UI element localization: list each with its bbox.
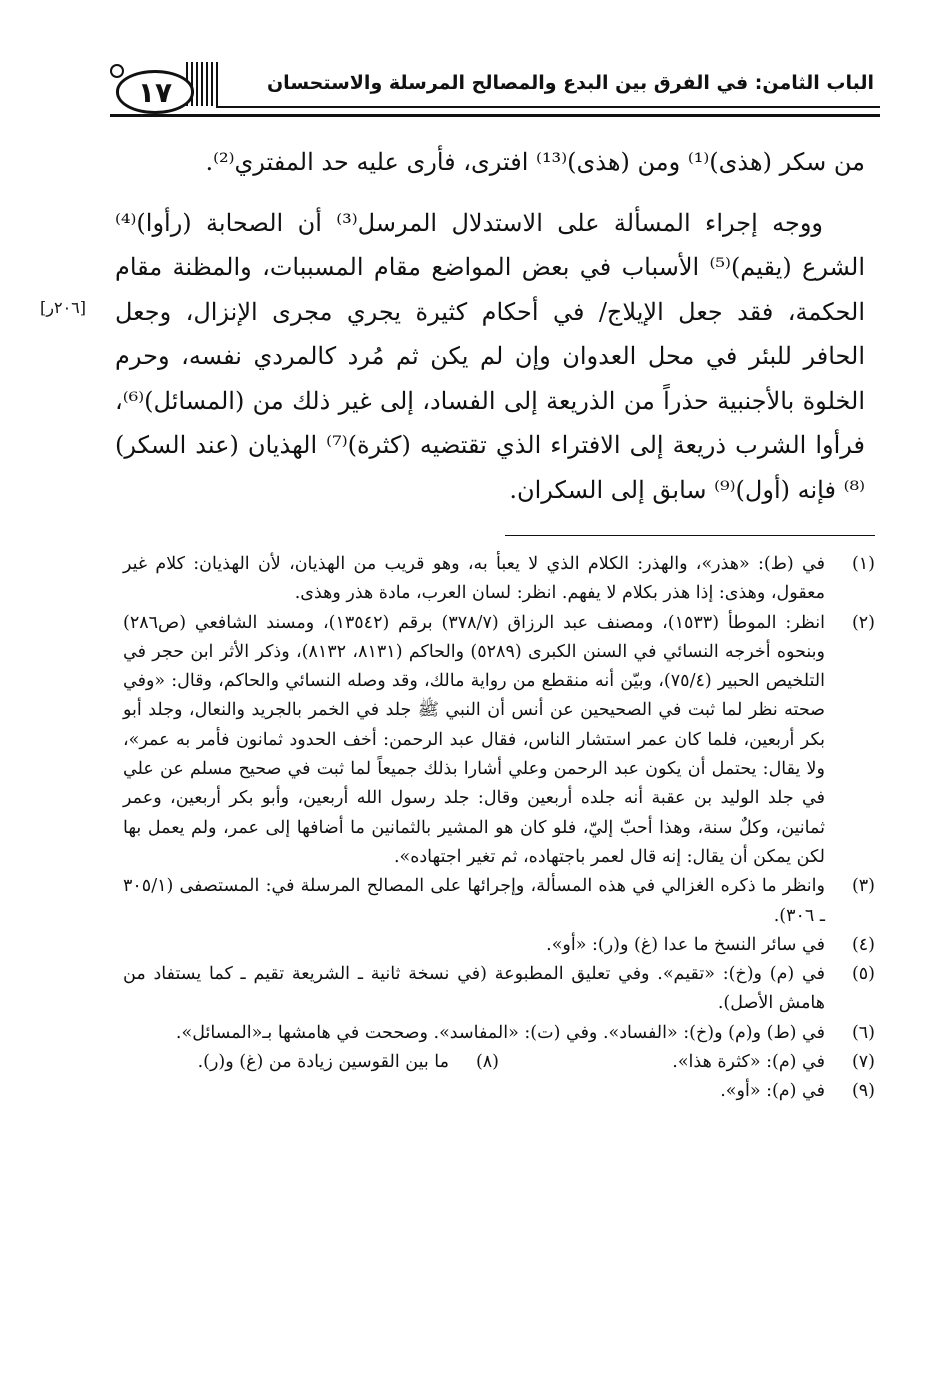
footnote-number: (٥) <box>851 964 875 985</box>
footnote-text: في (م) و(خ): «تقيم». وفي تعليق المطبوعة (في نسخة ثانية ـ الشريعة تقيم ـ كما يستفاد من هامش الأصل). <box>123 964 825 1014</box>
footnote-number: (٦) <box>851 1022 875 1043</box>
footnote <box>123 550 875 609</box>
header-rule-bottom <box>110 114 880 117</box>
page-number: ١٧ <box>116 70 194 114</box>
footnote-text: في (ط): «هذر»، والهذر: الكلام الذي لا يعبأ به، وهو قريب من الهذيان، لأن الهذيان: كلام غير معقول، وهذى: إذا هذر بكلام لا يفهم. انظر: لسان العرب، مادة هذر وهذى. <box>123 554 825 604</box>
footnotes <box>123 550 875 1107</box>
footnote-number: (١) <box>851 554 875 574</box>
footnote-text: في (م): «أو». <box>720 1081 825 1102</box>
paragraph-1: من سكر (هذى)⁽¹⁾ ومن (هذى)⁽¹³⁾ افترى، فأرى عليه حد المفتري⁽²⁾. <box>205 148 865 176</box>
main-text <box>115 140 865 512</box>
footnote <box>123 931 875 960</box>
running-header <box>110 62 880 122</box>
footnote <box>123 1077 875 1106</box>
footnote-text: وانظر ما ذكره الغزالي في هذه المسألة، وإجرائها على المصالح المرسلة في: المستصفى (٣٠٥/١ ـ ٣٠٦). <box>123 876 825 926</box>
footnote <box>499 1048 875 1077</box>
footnote-text: في (م): «كثرة هذا». <box>672 1052 825 1073</box>
footnote <box>123 609 875 873</box>
footnote-number: (٣) <box>851 876 875 897</box>
ornament-dot <box>110 64 124 78</box>
chapter-title: الباب الثامن: في الفرق بين البدع والمصالح المرسلة والاستحسان <box>266 72 874 94</box>
footnote-text: في (ط) و(م) و(خ): «الفساد». وفي (ت): «المفاسد». وصححت في هامشها بـ«المسائل». <box>175 1022 825 1043</box>
footnote-text: انظر: الموطأ (١٥٣٣)، ومصنف عبد الرزاق (٣٧٨/٧) برقم (١٣٥٤٢)، ومسند الشافعي (ص٢٨٦) وبنحوه أخرجه النسائي في السنن الكبرى (٥٢٨٩) والحاكم (٨١٣١، ٨١٣٢)، وذكر الأثر ابن حجر في التلخيص الحبير (٧٥/٤)، وبيّن أنه منقطع من رواية مالك، وقد وصله النسائي والحاكم، وقال: «وفي صحته نظر لما ثبت في الصحيحين عن أنس أن النبي ﷺ جلد في الخمر بالجريد والنعال، وجلد أبو بكر أربعين، فلما كان عمر استشار الناس، فقال عبد الرحمن: أخف الحدود ثمانون فأمر به عمر»، ولا يقال: يحتمل أن يكون عبد الرحمن وعلي أشارا بذلك جميعاً لما ثبت في صحيح مسلم عن علي في جلد الوليد بن عقبة أنه جلده أربعين وقال: جلد رسول الله أربعين، وأبو بكر أربعين، وعمر ثمانين، وكلٌ سنة، وهذا أحبّ إليّ، فلو كان هو المشير بالثمانين ما أضافها إلى عمر، ولم يعمل بها لكن يمكن أن يقال: إنه قال لعمر باجتهاده، ثم تغير اجتهاده». <box>123 612 826 867</box>
footnote-row-pair <box>123 1048 875 1077</box>
footnote <box>123 872 875 931</box>
footnote-text: في سائر النسخ ما عدا (غ) و(ر): «أو». <box>546 934 825 955</box>
header-rule-top <box>216 106 880 108</box>
footnote <box>123 960 875 1019</box>
footnote-number: (٤) <box>851 934 875 955</box>
footnote-separator <box>505 535 875 536</box>
manuscript-folio-note: [٢٠٦ر] <box>40 298 86 317</box>
footnote <box>123 1048 499 1077</box>
footnote-number: (٩) <box>851 1081 875 1102</box>
footnote-text: ما بين القوسين زيادة من (غ) و(ر). <box>197 1052 449 1073</box>
paragraph-2: ووجه إجراء المسألة على الاستدلال المرسل⁽³⁾ أن الصحابة (رأوا)⁽⁴⁾ الشرع (يقيم)⁽⁵⁾ الأسباب في بعض المواضع مقام المسببات، والمظنة مقام الحكمة، فقد جعل الإيلاج/ في أحكام كثيرة يجري مجرى الإنزال، وجعل الحافر للبئر في محل العدوان وإن لم يكن ثم مُرد كالمردي نفسه، وحرم الخلوة بالأجنبية حذراً من الذريعة إلى الفساد، إلى غير ذلك من (المسائل)⁽⁶⁾، فرأوا الشرب ذريعة إلى الافتراء الذي تقتضيه (كثرة)⁽⁷⁾ الهذيان (عند السكر)⁽⁸⁾ فإنه (أول)⁽⁹⁾ سابق إلى السكران. <box>115 208 866 504</box>
footnote-number: (٧) <box>851 1052 875 1073</box>
footnote <box>123 1019 875 1048</box>
footnote-number: (٨) <box>475 1052 499 1073</box>
footnote-number: (٢) <box>851 612 875 633</box>
